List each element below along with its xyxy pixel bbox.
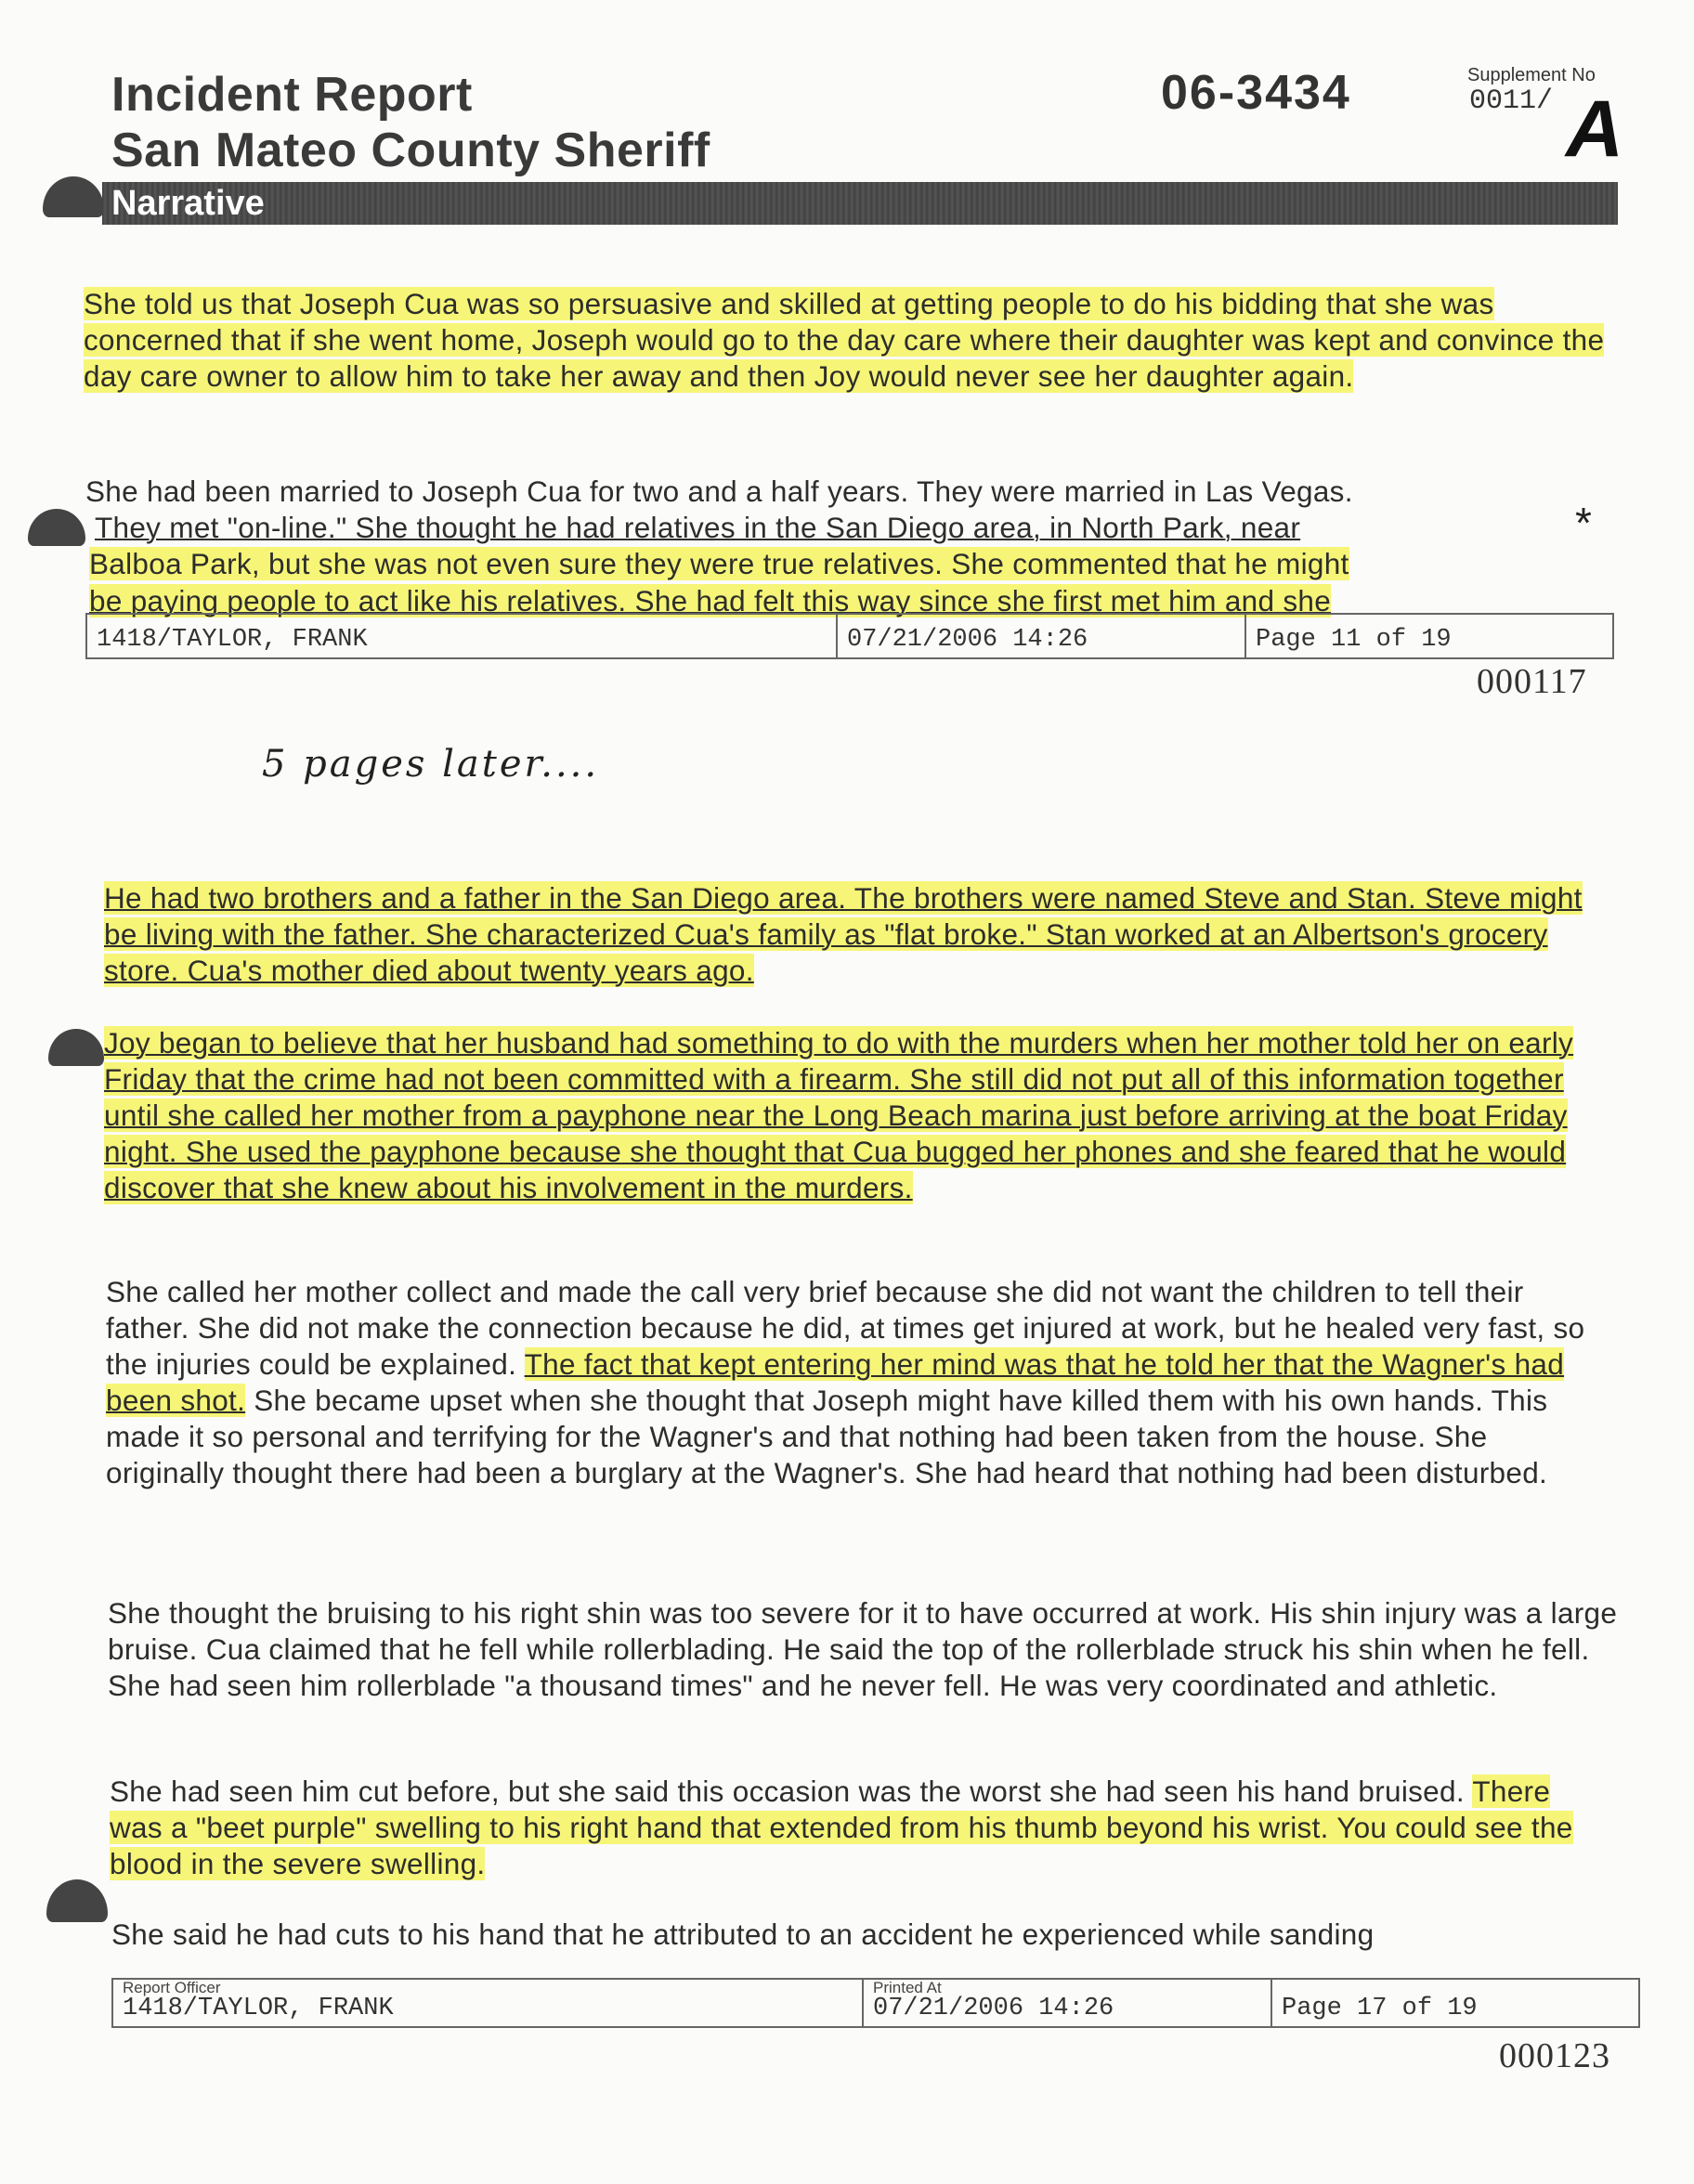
margin-asterisk: * — [1575, 499, 1592, 547]
supplement-value: 0011/ — [1469, 85, 1554, 117]
binder-tab-mark — [48, 1029, 104, 1066]
printed-at: 07/21/2006 14:26 — [873, 1995, 1114, 2022]
report-officer: 1418/TAYLOR, FRANK — [97, 626, 368, 654]
paragraph-payphone — [104, 1025, 1618, 1206]
bates-number: 000123 — [1499, 2036, 1610, 2075]
report-officer: 1418/TAYLOR, FRANK — [123, 1995, 394, 2022]
paragraph-text: She thought the bruising to his right shin was too severe for it to have occurred at work. His shin injury was a large bruise. Cua claimed that he fell while rollerblading. He said the top of the rollerblade struck his shin when he fell. She had seen him rollerblade "a thousand times" and he never fell. He was very coordinated and athletic. — [108, 1596, 1618, 1702]
paragraph-text: She said he had cuts to his hand that he attributed to an accident he experienced while sanding — [111, 1918, 1375, 1951]
highlighted-text: be paying people to act like his relatives. She had felt this way since she first met him and she — [89, 584, 1332, 618]
highlighted-text: The fact that kept entering her mind was that he told her that the Wagner's had been shot. — [106, 1347, 1565, 1417]
binder-tab-mark — [43, 176, 104, 217]
report-footer — [111, 1978, 1640, 2028]
highlighted-text: She told us that Joseph Cua was so persuasive and skilled at getting people to do his bidding that she was concerned that if she went home, Joseph would go to the day care where their daughter was kept and convince the day care owner to allow him to take her away and then Joy would never see her daughter again. — [84, 287, 1605, 393]
handwritten-note: 5 pages later.... — [262, 743, 600, 786]
paragraph-2 — [85, 474, 1618, 510]
highlighted-text: Joy began to believe that her husband had something to do with the murders when her mother told her on early Friday that the crime had not been committed with a firearm. She still did not put all of this information together until she called her mother from a payphone near the Long Beach marina just before arriving at the boat Friday night. She used the payphone because she thought that Cua bugged her phones and she feared that he would discover that she knew about his involvement in the murders. — [104, 1026, 1574, 1204]
paragraph-hand — [110, 1774, 1596, 1882]
report-footer — [85, 613, 1614, 659]
binder-tab-mark — [28, 509, 85, 546]
highlighted-text: There was a "beet purple" swelling to his right hand that extended from his thumb beyond his wrist. You could see the blood in the severe swelling. — [110, 1774, 1573, 1880]
text-line — [89, 546, 1603, 582]
narrative-section-bar — [102, 182, 1618, 225]
printed-at: 07/21/2006 14:26 — [847, 626, 1088, 654]
case-number: 06-3434 — [1161, 66, 1351, 120]
supplement-letter: A — [1566, 84, 1624, 174]
page-cell — [1246, 615, 1612, 657]
paragraph-call — [106, 1274, 1610, 1491]
page-number: Page 11 of 19 — [1256, 626, 1452, 654]
highlighted-text: Balboa Park, but she was not even sure they were true relatives. She commented that he might — [89, 547, 1349, 580]
text-line: She had been married to Joseph Cua for two and a half years. They were married in Las Vegas. — [85, 474, 1353, 508]
page-number: Page 17 of 19 — [1282, 1995, 1478, 2022]
officer-cell — [113, 1980, 864, 2026]
paragraph-text: She called her mother collect and made the call very brief because she did not want the children to tell their father. She did not make the connection because he did, at times get injured at work, but he healed very fast, so the injuries could be explained. — [106, 1275, 1585, 1381]
binder-tab-mark — [46, 1879, 108, 1922]
agency-title: San Mateo County Sheriff — [111, 124, 710, 177]
paragraph-cuts — [111, 1917, 1616, 1953]
text-line: They met "on-line." She thought he had relatives in the San Diego area, in North Park, near — [95, 511, 1301, 544]
paragraph-shin — [108, 1595, 1622, 1704]
paragraph-text: She had seen him cut before, but she said this occasion was the worst she had seen his hand bruised. — [110, 1774, 1465, 1808]
section-label: Narrative — [111, 184, 265, 223]
bates-number: 000117 — [1477, 662, 1587, 701]
paragraph-brothers — [104, 880, 1590, 989]
page-cell — [1272, 1980, 1638, 2026]
text-line — [95, 510, 1599, 546]
paragraph-1 — [84, 286, 1607, 395]
officer-label: Report Officer — [123, 1979, 221, 1996]
printed-label: Printed At — [873, 1979, 942, 1996]
supplement-label: Supplement No — [1467, 65, 1596, 85]
paragraph-text: She became upset when she thought that Joseph might have killed them with his own hands. This made it so personal and terrifying for the Wagner's and that nothing had been taken from the house. She originally thought there had been a burglary at the Wagner's. She had heard that nothing had been disturbed. — [106, 1384, 1548, 1489]
printed-cell — [838, 615, 1246, 657]
report-title: Incident Report — [111, 68, 473, 122]
officer-cell — [87, 615, 838, 657]
highlighted-text: He had two brothers and a father in the San Diego area. The brothers were named Steve and Stan. Steve might be living with the father. She characterized Cua's family as "flat broke." Stan worked at an Albertson's grocery store. Cua's mother died about twenty years ago. — [104, 881, 1583, 987]
printed-cell — [864, 1980, 1272, 2026]
